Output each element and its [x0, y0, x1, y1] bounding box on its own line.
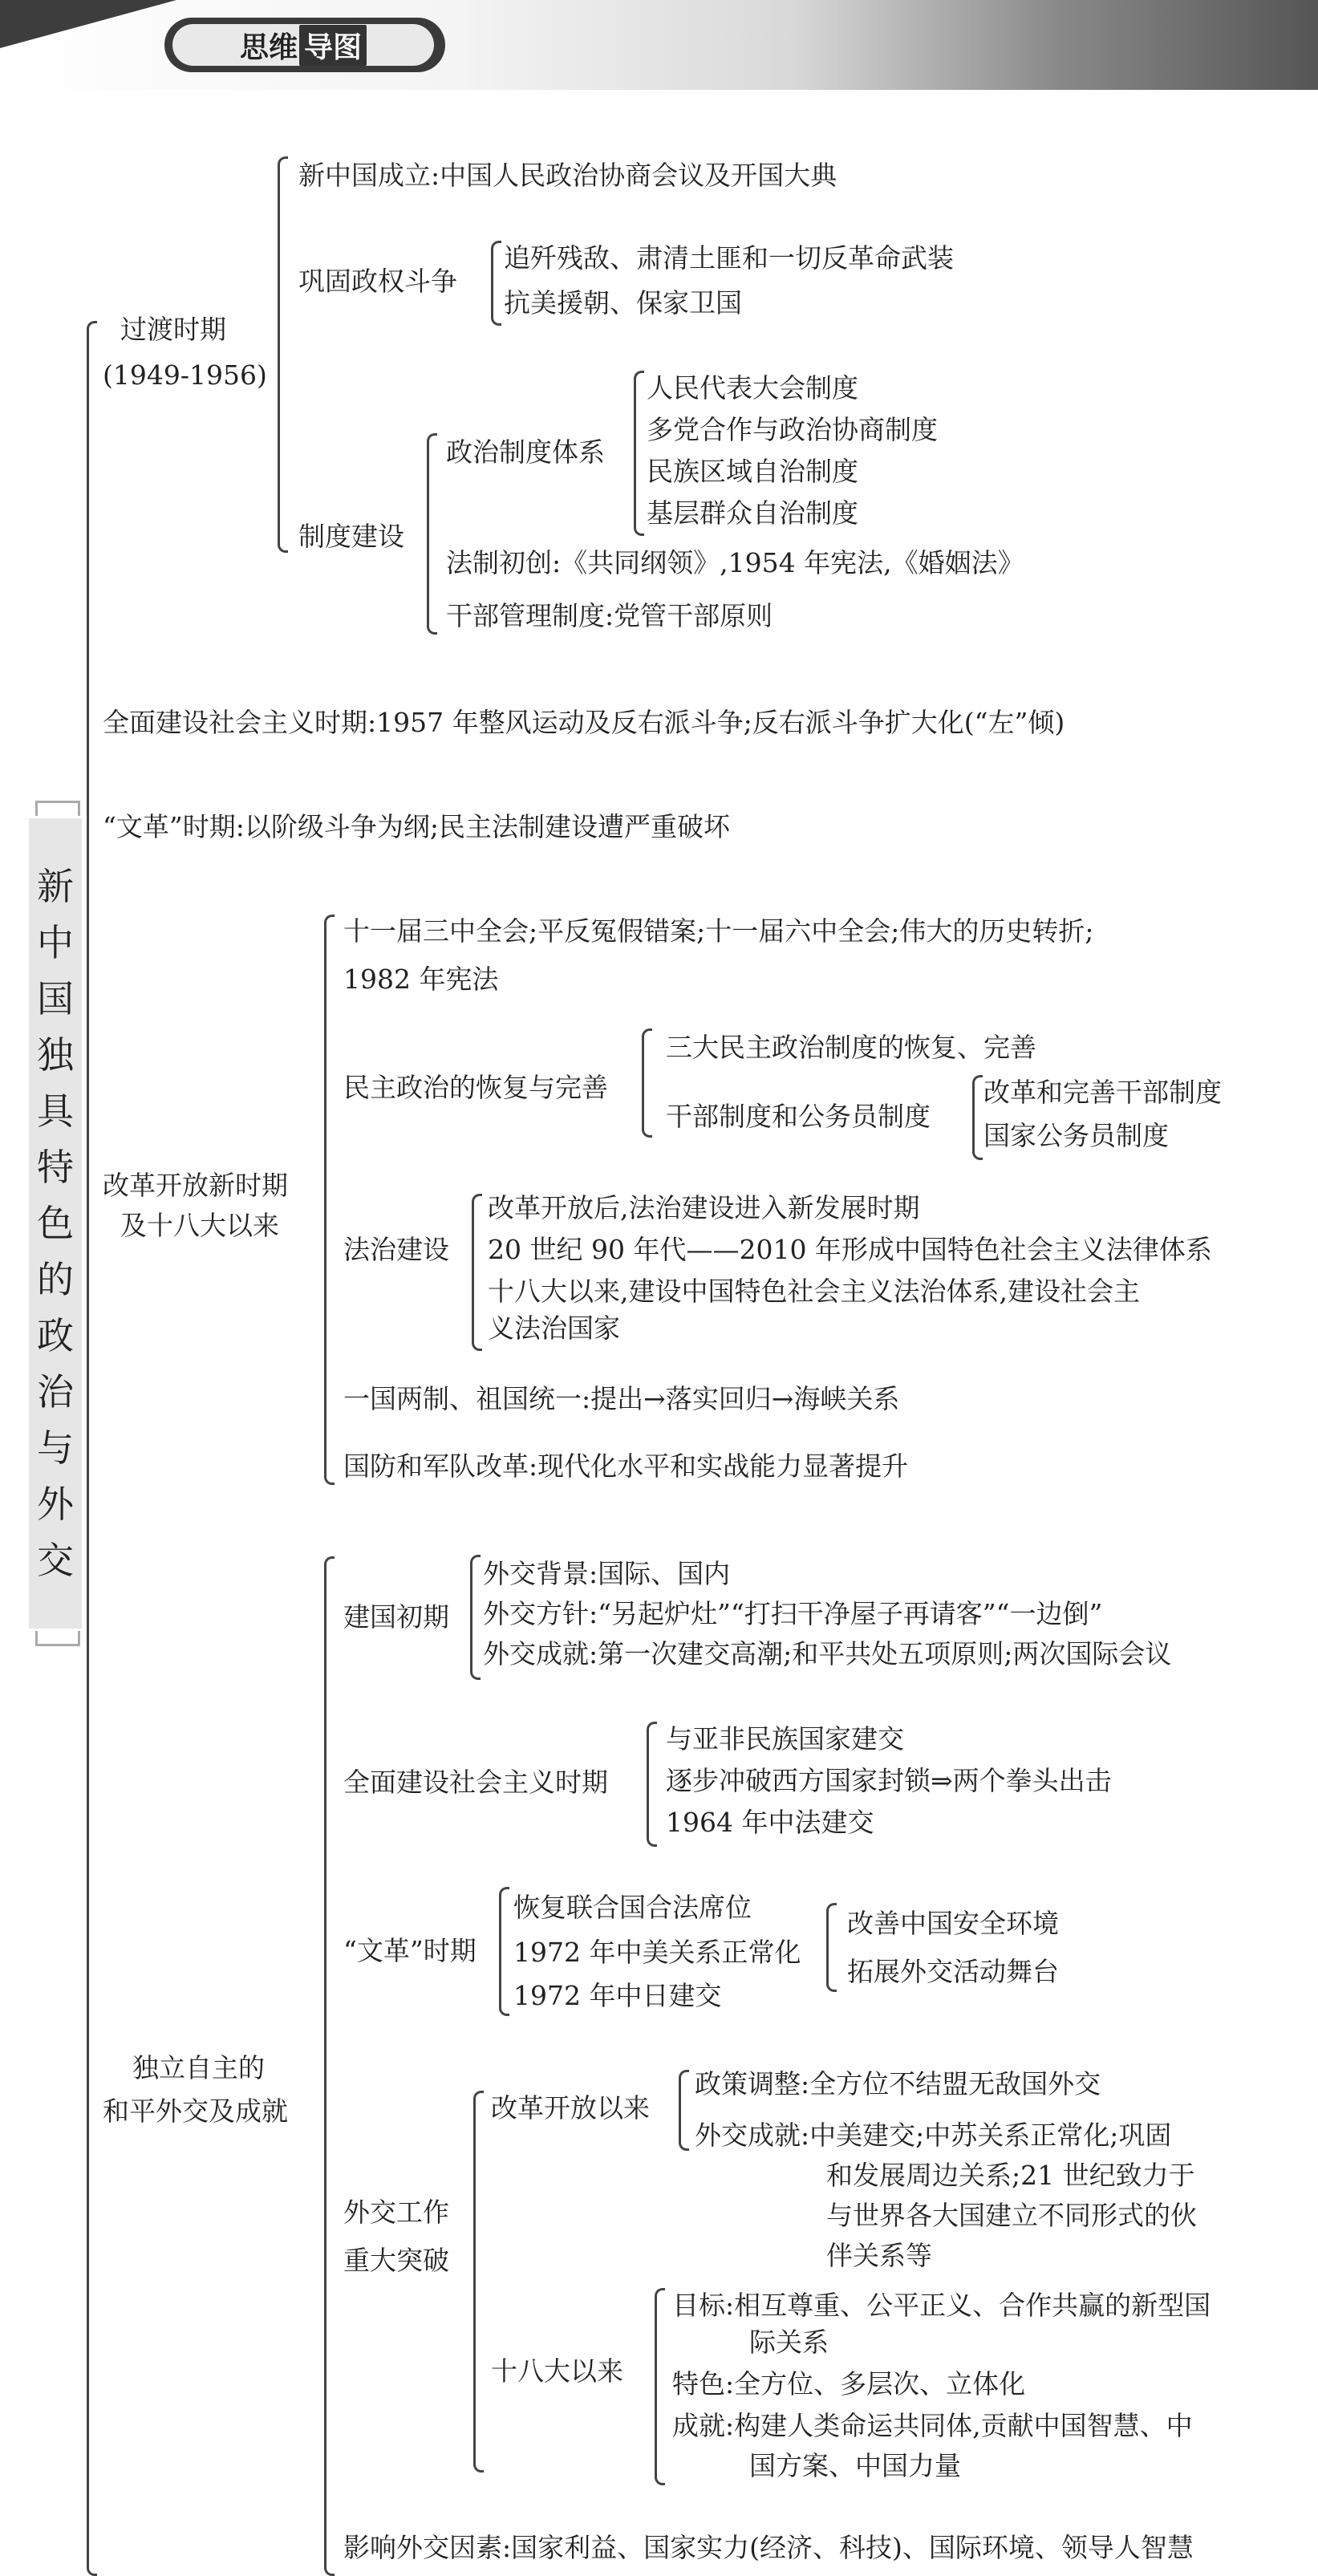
root-char: 治: [37, 1370, 74, 1414]
rule-of-law-bracket: [472, 1194, 482, 1351]
cultural-diplomacy-item: 1972 年中美关系正常化: [513, 1937, 801, 1968]
law-item: 改革开放后,法治建设进入新发展时期: [488, 1192, 920, 1223]
since18-item: 特色:全方位、多层次、立体化: [672, 2368, 1026, 2400]
political-item: 人民代表大会制度: [647, 372, 858, 404]
system-bracket: [427, 433, 437, 635]
reform-label-1: 改革开放新时期: [103, 1170, 288, 1201]
factors-node: 影响外交因素:国家利益、国家实力(经济、科技)、国际环境、领导人智慧: [343, 2532, 1194, 2563]
cultural-result-item: 改善中国安全环境: [847, 1908, 1059, 1939]
socialism-diplomacy-item: 1964 年中法建交: [666, 1807, 874, 1838]
three-systems-node: 三大民主政治制度的恢复、完善: [666, 1032, 1036, 1063]
since18-node: 十八大以来: [491, 2355, 623, 2387]
policy-node: 政策调整:全方位不结盟无敌国外交: [695, 2068, 1101, 2099]
reform-line-2: 1982 年宪法: [343, 963, 499, 995]
political-bracket: [634, 371, 644, 536]
achievement-line: 伴关系等: [826, 2240, 932, 2271]
achievement-line: 外交成就:中美建交;中苏关系正常化;巩固: [695, 2120, 1172, 2151]
political-item: 民族区域自治制度: [647, 456, 858, 487]
law-item: 十八大以来,建设中国特色社会主义法治体系,建设社会主: [488, 1276, 1140, 1307]
early-node: 建国初期: [343, 1601, 449, 1633]
diplomacy-label-1: 独立自主的: [132, 2052, 265, 2083]
political-item: 基层群众自治制度: [647, 497, 858, 529]
reform-line-1: 十一届三中全会;平反冤假错案;十一届六中全会;伟大的历史转折;: [343, 915, 1094, 947]
consolidate-item: 抗美援朝、保家卫国: [504, 287, 742, 318]
reform-open-node: 改革开放以来: [491, 2092, 650, 2124]
cultural-results-bracket: [826, 1903, 837, 1992]
transition-label: 过渡时期: [120, 314, 226, 345]
cultural-diplomacy-node: “文革”时期: [343, 1935, 477, 1966]
achievement-line: 和发展周边关系;21 世纪致力于: [826, 2160, 1195, 2191]
consolidate-bracket: [491, 241, 501, 326]
reform-label-2: 及十八大以来: [120, 1210, 279, 1241]
since18-bracket: [655, 2288, 665, 2485]
reform-bracket: [324, 915, 335, 1485]
cultural-diplomacy-bracket: [499, 1887, 509, 2016]
political-node: 政治制度体系: [446, 436, 605, 468]
one-country-node: 一国两制、祖国统一:提出→落实回归→海峡关系: [343, 1383, 900, 1414]
cadre-item: 国家公务员制度: [983, 1120, 1169, 1151]
root-char: 独: [37, 1033, 74, 1077]
root-char: 交: [37, 1539, 74, 1582]
transition-years: (1949-1956): [103, 359, 267, 391]
defense-node: 国防和军队改革:现代化水平和实战能力显著提升: [343, 1450, 909, 1482]
root-char: 特: [37, 1146, 74, 1189]
cadre-node: 干部管理制度:党管干部原则: [446, 600, 773, 631]
root-char: 政: [37, 1314, 74, 1357]
democracy-bracket: [642, 1028, 652, 1138]
consolidate-node: 巩固政权斗争: [298, 266, 457, 297]
consolidate-item: 追歼残敌、肃清土匪和一切反革命武装: [504, 242, 954, 274]
root-title: [29, 818, 82, 1629]
mindmap-badge: [164, 18, 445, 72]
cultural-diplomacy-item: 1972 年中日建交: [513, 1980, 722, 2011]
diplomacy-label-2: 和平外交及成就: [103, 2095, 288, 2127]
badge-text-1: 思维: [239, 30, 298, 64]
breakthrough-label-1: 外交工作: [343, 2197, 449, 2228]
root-char: 的: [37, 1258, 74, 1301]
early-bracket: [470, 1555, 481, 1680]
root-char: 与: [37, 1426, 74, 1470]
achievement-line: 与世界各大国建立不同形式的伙: [826, 2200, 1197, 2231]
socialism-diplomacy-bracket: [647, 1722, 657, 1847]
since18-item: 成就:构建人类命运共同体,贡献中国智慧、中: [672, 2410, 1193, 2441]
root-char: 具: [37, 1089, 74, 1133]
cadre-item: 改革和完善干部制度: [983, 1077, 1222, 1108]
law-item: 义法治国家: [488, 1312, 620, 1344]
diplomacy-bracket: [324, 1556, 335, 2576]
reform-open-bracket: [679, 2070, 689, 2151]
cadre-civil-node: 干部制度和公务员制度: [666, 1101, 931, 1132]
main-bracket: [87, 321, 97, 2576]
socialism-period-node: 全面建设社会主义时期:1957 年整风运动及反右派斗争;反右派斗争扩大化(“左”倾): [103, 707, 1065, 738]
early-item: 外交背景:国际、国内: [483, 1558, 731, 1589]
political-item: 多党合作与政治协商制度: [647, 414, 938, 445]
democracy-node: 民主政治的恢复与完善: [343, 1072, 608, 1103]
root-char: 色: [37, 1202, 74, 1245]
system-node: 制度建设: [298, 521, 404, 552]
transition-bracket: [278, 156, 288, 553]
legal-node: 法制初创:《共同纲领》,1954 年宪法,《婚姻法》: [446, 547, 1024, 578]
badge-text-2: 导图: [299, 25, 367, 66]
rule-of-law-node: 法治建设: [343, 1234, 449, 1265]
since18-item: 目标:相互尊重、公平正义、合作共赢的新型国: [672, 2290, 1211, 2321]
root-char: 中: [37, 921, 74, 964]
breakthrough-bracket: [473, 2091, 484, 2473]
cultural-revolution-node: “文革”时期:以阶级斗争为纲;民主法制建设遭严重破坏: [103, 811, 730, 842]
cultural-diplomacy-item: 恢复联合国合法席位: [513, 1892, 752, 1923]
root-char: 外: [37, 1483, 74, 1526]
cultural-result-item: 拓展外交活动舞台: [847, 1956, 1059, 1987]
founding-node: 新中国成立:中国人民政治协商会议及开国大典: [298, 160, 837, 191]
breakthrough-label-2: 重大突破: [343, 2245, 449, 2276]
early-item: 外交方针:“另起炉灶”“打扫干净屋子再请客”“一边倒”: [483, 1598, 1103, 1629]
socialism-diplomacy-item: 与亚非民族国家建交: [666, 1723, 904, 1755]
badge-label: [172, 24, 434, 66]
law-item: 20 世纪 90 年代——2010 年形成中国特色社会主义法律体系: [488, 1234, 1212, 1265]
since18-item: 国方案、中国力量: [749, 2450, 961, 2481]
socialism-diplomacy-item: 逐步冲破西方国家封锁⇒两个拳头出击: [666, 1765, 1112, 1796]
early-item: 外交成就:第一次建交高潮;和平共处五项原则;两次国际会议: [483, 1638, 1172, 1669]
root-char: 国: [37, 977, 74, 1020]
socialism-diplomacy-node: 全面建设社会主义时期: [343, 1767, 608, 1798]
since18-item: 际关系: [749, 2327, 829, 2358]
cadre-civil-bracket: [972, 1075, 983, 1160]
root-char: 新: [37, 865, 74, 908]
